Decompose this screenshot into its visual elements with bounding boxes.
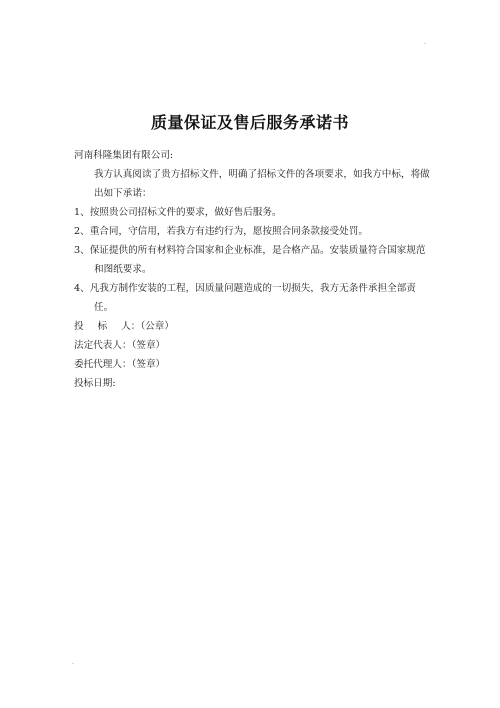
signature-date-label: 投标日期: [74, 378, 116, 389]
signature-agent-note: （签章） [131, 359, 166, 370]
signature-bidder [74, 317, 434, 336]
recipient-line: 河南科隆集团有限公司: [74, 150, 174, 161]
commitment-item-4: 4、凡我方制作安装的工程，因质量问题造成的一切损失，我方无条件承担全部责任。 [74, 283, 416, 313]
page-corner-mark-bottom: . [72, 659, 74, 666]
signature-legal-rep [74, 336, 434, 355]
commitment-item-3: 3、保证提供的所有材料符合国家和企业标准，是合格产品。安装质量符合国家规范和图纸要求。 [74, 245, 426, 275]
commitment-item-2: 2、重合同，守信用，若我方有违约行为，愿按照合同条款接受处罚。 [74, 226, 368, 237]
signature-date [74, 374, 434, 393]
signature-agent-label: 委托代理人： [74, 359, 132, 370]
signature-legal-rep-note: （签章） [131, 340, 166, 351]
document-body [74, 146, 434, 393]
page-corner-mark: . [424, 39, 426, 46]
signature-bidder-note: （公章） [140, 321, 174, 332]
signature-bidder-label-1: 投 [74, 321, 84, 332]
signature-bidder-label-2: 标 [97, 321, 108, 332]
signature-agent [74, 355, 434, 374]
document-title: 质量保证及售后服务承诺书 [150, 113, 349, 132]
signature-legal-rep-label: 法定代表人： [74, 340, 132, 351]
signature-bidder-label-3: 人： [121, 321, 141, 332]
intro-paragraph: 我方认真阅读了贵方招标文件，明确了招标文件的各项要求，如我方中标，将做出如下承诺： [94, 169, 430, 199]
commitment-item-1: 1、按照贵公司招标文件的要求，做好售后服务。 [74, 207, 282, 218]
